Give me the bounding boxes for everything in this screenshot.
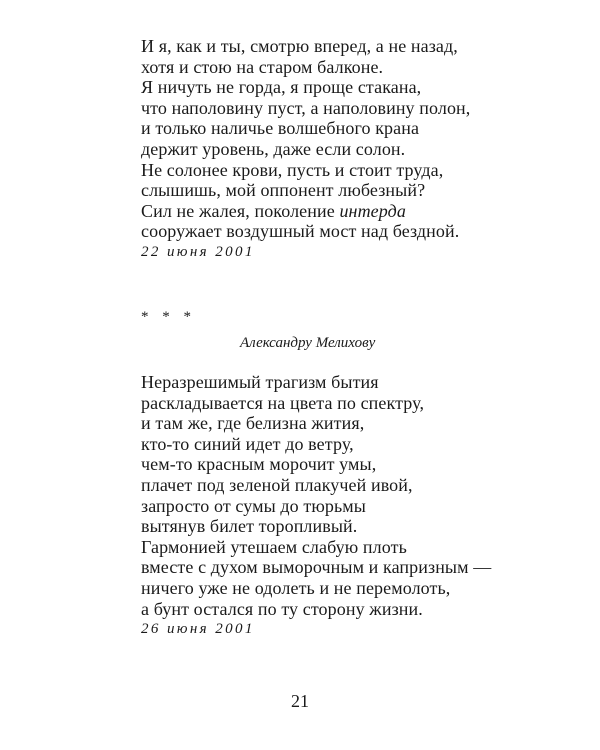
- poem-line: Я ничуть не горда, я проще стакана,: [141, 77, 422, 98]
- poem-line: чем-то красным морочит умы,: [141, 454, 377, 475]
- poem-line: держит уровень, даже если солон.: [141, 138, 406, 159]
- poem-line: вместе с духом выморочным и капризным —: [141, 557, 492, 578]
- page-number: 21: [291, 691, 309, 711]
- poem-line: сооружает воздушный мост над бездной.: [141, 221, 460, 242]
- poem-first: [141, 36, 561, 261]
- poem-line: а бунт остался по ту сторону жизни.: [141, 598, 423, 619]
- poem-line: И я, как и ты, смотрю вперед, а не назад,: [141, 36, 458, 56]
- section-separator: * * *: [141, 309, 196, 325]
- dedication: Александру Мелихову: [240, 335, 376, 351]
- poem-line: вытянув билет торопливый.: [141, 516, 358, 537]
- poem-line: Неразрешимый трагизм бытия: [141, 372, 379, 392]
- poem-line: и там же, где белизна жития,: [141, 413, 365, 434]
- poem-line: Гармонией утешаем слабую плоть: [141, 536, 407, 557]
- poem-line: раскладывается на цвета по спектру,: [141, 392, 425, 413]
- poem-line: [141, 201, 561, 222]
- poem-line: Не солонее крови, пусть и стоит труда,: [141, 159, 444, 180]
- poem-second: [141, 372, 561, 638]
- poem-line: хотя и стою на старом балконе.: [141, 56, 384, 77]
- poem-line: слышишь, мой оппонент любезный?: [141, 180, 426, 201]
- poem-line: что наполовину пуст, а наполовину полон,: [141, 97, 471, 118]
- poem-date: 26 июня 2001: [141, 621, 255, 638]
- poem-line-text: Сил не жалея, поколение: [141, 200, 340, 221]
- poem-line: и только наличье волшебного крана: [141, 118, 420, 139]
- poem-line: ничего уже не одолеть и не перемолоть,: [141, 577, 451, 598]
- poem-date: 22 июня 2001: [141, 243, 255, 260]
- italic-word: интерда: [339, 200, 406, 221]
- poem-line: кто-то синий идет до ветру,: [141, 433, 354, 454]
- poem-line: плачет под зеленой плакучей ивой,: [141, 474, 413, 495]
- poem-line: запросто от сумы до тюрьмы: [141, 495, 366, 516]
